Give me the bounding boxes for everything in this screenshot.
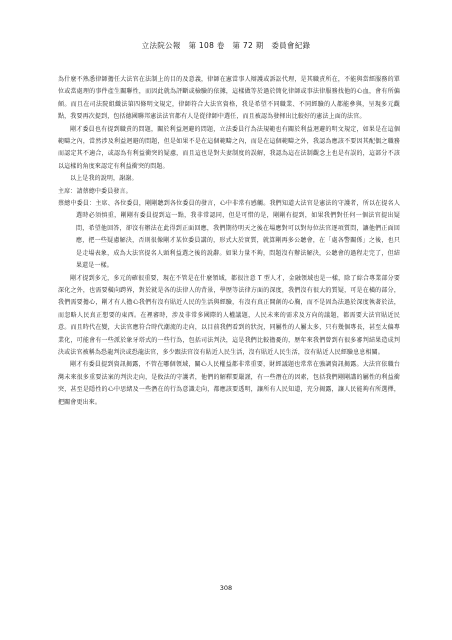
document-body — [58, 74, 400, 409]
gazette-title: 立法院公報 第 108 卷 第 72 期 委員會紀錄 — [141, 41, 311, 50]
chair-announcement: 主席：請蔡總中委員發言。 — [58, 187, 132, 195]
paragraph-closing-remark: 以上是我的說明，謝謝。 — [70, 175, 138, 183]
speaker-paragraph: 蔡總中委員：主席、各位委員，剛剛聽到各位委員的發言，心中非常有感觸。我們知道大法官是憲法的守護者，所以在提名人選時必須慎重，剛剛有委員提到這一點，我非常認同，但是可惜的是，剛剛有提到，如果我們對任何一個法官提出疑問，希望他回答，卻沒有辦法在此得到正面回應，我們期待明天之後在場應對可以對每位法官逐項質問，讓他們正面回應，把一些疑慮解決，否則很像剛才某位委員講的，形式大於實質，就算剛再多公聽會，在「處各警關係」之後，也只是走場表象，成為大法官提名人頭利益選之後的說辭。如果力量不夠，問題沒有辦法解決，公聽會的過程走完了，但結果還是一樣。 — [58, 200, 400, 270]
page-number: 308 — [219, 584, 233, 592]
paragraph-continuation: 為什麼不熟悉律師擔任大法官在法制上的目的及意義，律師在憲當事人辯護或訴訟代理，是其職責所在，不能與當經服務的單位或當處理的事件產生關聯性，而因此就為評斷或檢驗的依據，這樣做等於過於簡化律師或事法律服務找他的心血，會有所偏頗。而且在司法院組織法第四條明文規定，律師符合大法官資格，我是希望不同職業、不同經驗的人都能參與，呈現多元觀點，我要再次提到，包括德國聯邦憲法法官都有人是從律師中選任，而且被認為發揮出比較好的憲法上面的法官。 — [58, 76, 400, 121]
paragraph-diversity: 剛才提到多元，多元的確很重要，現在不管是在什麼領域，都很注意 T 型人才，金融領域也是一樣，除了綜合專業部分要深化之外，也需要橫向跨界，對於就是各的法律人的背景，學歷等法律方面的深度，我們沒有很大的質疑，可是在橫的部分，我們需要擔心，剛才有人擔心我們有沒有貼近人民的生活與經驗，有沒有真正開創的心胸，而不是固為法過於深度執著於法，而忽略人民真正想要的東西。在裡審時，涉及非常多國際的人權議題，人民未來的需求及方向的議題，都需要大法官貼近民意。而且時代在變，大法官應符合時代潮流的走向，以目前我們看到的狀況，同屬性的人屬太多，只有幾個專長，甚至太偏專業化，可能會有一些派於象牙塔式的一些行為，包括司法判決，這是我們比較擔憂的，歷年來我們曾到有很多審判結果造成判決或法官被稱為恐龍判決或恐龍法官，多少跟法官沒有貼近人民生活，沒有貼近人民生活，沒有貼近人民經驗息息相關。 — [58, 274, 400, 356]
paragraph-conflict-of-interest: 剛才委員也有提到職責的問題，關於利益迴避的問題，立法委員行為法規範也有關於利益迴避的明文規定，如果是在這個範疇之內，當然涉及利益迴避的問題，但是如果不是在這個範疇之內，而是在這個範疇之外，我認為應該不要因其配偶之職務而認定其不適合，或認為有利益衝突的疑慮，而且這也是對夫妻制度的誤解，我認為這在法制觀念上也是有誤的，這部分不該以這樣的角度來認定有利益衝突的問題。 — [58, 125, 400, 170]
paragraph-disclosure: 剛才有委員提到資訊揭露，不管在哪個領域，關心人民權益都非常重要，財經議題也常常在強調資訊揭露。大法官依職台灣未來很多重要法案的判決走向，是攸法的守護者，他們的解釋要嚴謹，有一些潛在的因素，包括我們剛剛講的屬性的利益衝突，甚至是隱性的心中思緒及一些潛在的行為意識走向，都應該要透明，讓所有人民知道，充分揭露，讓人民能夠有所選擇，把關會更出來。 — [58, 361, 400, 406]
page-header — [0, 40, 452, 51]
